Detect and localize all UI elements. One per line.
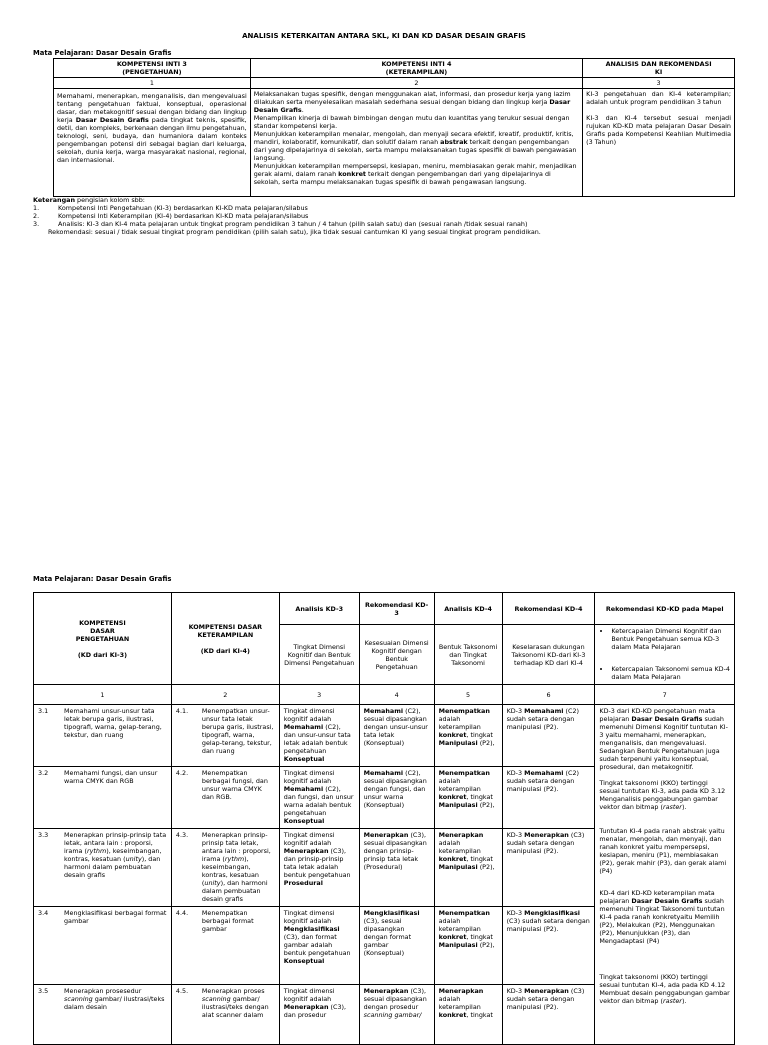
rec3-cell: Memahami (C2), sesuai dipasangkan dengan unsur-unsur tata letak (Konseptual): [359, 705, 434, 767]
kd3-cell: 3.3 Menerapkan prinsip-prinsip tata letak, antara lain : proporsi, irama (rythm), keseimbangan, kontras, kesatuan (unity), dan harmoni dalam pembuatan desain grafis: [34, 829, 172, 907]
rec4-cell: KD-3 Mengklasifikasi (C3) sudah setara dengan manipulasi (P2).: [502, 907, 595, 985]
kd3-cell: 3.1 Memahami unsur-unsur tata letak berupa garis, ilustrasi, tipografi, warna, gelap-terang, tekstur, dan ruang: [34, 705, 172, 767]
header-kd3: KOMPETENSI DASAR PENGETAHUAN (KD dari KI-3): [34, 593, 172, 685]
subheader-rec4: Keselarasan dukungan Taksonomi KD-dari KI-3 terhadap KD dari KI-4: [502, 625, 595, 685]
rec4-cell: KD-3 Menerapkan (C3) sudah setara dengan manipulasi (P2).: [502, 829, 595, 907]
header-rec-map: Rekomendasi KD-KD pada Mapel: [595, 593, 735, 625]
kd4-cell: 4.3. Menerapkan prinsip-prinsip tata letak, antara lain : proporsi, irama (rythm), keseimbangan, kontras, kesatuan (unity), dan harmoni dalam pembuatan desain grafis: [171, 829, 279, 907]
kd3-cell: 3.5 Menerapkan prosesedur scanning gambar/ ilustrasi/teks dalam desain: [34, 985, 172, 1045]
header-kd4: KOMPETENSI DASAR KETERAMPILAN (KD dari KI-4): [171, 593, 279, 685]
an3-cell: Tingkat dimensi kognitif adalah Menerapkan (C3), dan prinsip-prinsip tata letak adalah bentuk pengetahuan Prosedural: [279, 829, 359, 907]
rec4-cell: KD-3 Memahami (C2) sudah setara dengan manipulasi (P2).: [502, 767, 595, 829]
col-number: 7: [595, 685, 735, 705]
ki-table: [53, 58, 735, 197]
kd4-cell: 4.2. Menempatkan berbagai fungsi, dan unsur warna CMYK dan RGB.: [171, 767, 279, 829]
rec3-cell: Menerapkan (C3), sesuai dipasangkan dengan prinsip-prinsip tata letak (Prosedural): [359, 829, 434, 907]
kd4-cell: 4.5. Menerapkan proses scanning gambar/ ilustrasi/teks dengan alat scanner dalam: [171, 985, 279, 1045]
document-title: ANALISIS KETERKAITAN ANTARA SKL, KI DAN KD DASAR DESAIN GRAFIS: [242, 32, 526, 40]
bullet-item: • Ketercapaian Taksonomi semua KD-4 dalam Mata Pelajaran: [611, 665, 730, 681]
rec3-cell: Memahami (C2), sesuai dipasangkan dengan fungsi, dan unsur warna (Konseptual): [359, 767, 434, 829]
notes-label-rest: pengisian kolom sbb:: [75, 196, 145, 204]
col-number: 6: [502, 685, 595, 705]
kd-table-numbers: [34, 685, 735, 705]
ki-recommendation: KI-3 pengetahuan dan KI-4 keterampilan; adalah untuk program pendidikan 3 tahun KI-3 dan KI-4 tersebut sesuai menjadi rujukan KD-KD mata pelajaran Dasar Desain Grafis pada Kompetensi Keahlian Multimedia (3 Tahun): [583, 89, 735, 197]
note-item: 2. Kompetensi Inti Keterampilan (KI-4) berdasarkan KI-KD mata pelajaran/silabus: [33, 212, 309, 220]
ki3-text: Memahami, menerapkan, menganalisis, dan mengevaluasi tentang pengetahuan faktual, konseptual, operasional dasar, dan metakognitif sesuai dengan bidang dan lingkup kerja Dasar Desain Grafis pada tingkat teknis, spesifik, detil, dan kompleks, berkenaan dengan ilmu pengetahuan, teknologi, seni, budaya, dan humaniora dalam konteks pengembangan potensi diri sebagai bagian dari keluarga, sekolah, dunia kerja, warga masyarakat nasional, regional, dan internasional.: [54, 89, 251, 197]
subheader-an4: Bentuk Taksonomi dan Tingkat Taksonomi: [434, 625, 502, 685]
col-number: 2: [250, 78, 582, 89]
ki-table-numbers: [54, 78, 735, 89]
kd3-cell: 3.4 Mengklasifikasi berbagai format gambar: [34, 907, 172, 985]
rec3-cell: Menerapkan (C3), sesuai dipasangkan dengan prosedur scanning gambar/: [359, 985, 434, 1045]
map-recommendation: KD-3 dari KD-KD pengetahuan mata pelajaran Dasar Desain Grafis sudah memenuhi Dimensi Kognitif tuntutan KI-3 yaitu memahami, menerapkan, menganalisis, dan mengevaluasi. Sedangkan Bentuk Pengetahuan juga sudah terpenuhi yaitu konseptual, prosedural, dan metakognitif. Tingkat taksonomi (KKO) tertinggi sesuai tuntutan KI-3, ada pada KD 3.12 Menganalisis penggabungan gambar vektor dan bitmap (raster). Tuntutan KI-4 pada ranah abstrak yaitu menalar, mengolah, dan menyaji, dan ranah konkret yaitu mempersepsi, kesiapan, meniru (P1), membiasakan (P2), gerak mahir (P3), dan gerak alami (P4) KD-4 dari KD-KD keterampilan mata pelajaran Dasar Desain Grafis sudah memenuhi Tingkat Taksonomi tuntutan KI-4 pada ranah konkretyaitu Memilih (P2), Melakukan (P2), Menggunakan (P2), Menunjukkan (P3), dan Mengadaptasi (P4) Tingkat taksonomi (KKO) tertinggi sesuai tuntutan KI-4, ada pada KD 4.12 Membuat desain penggabungan gambar vektor dan bitmap (raster).: [595, 705, 735, 1045]
note-extra: Rekomendasi: sesuai / tidak sesuai tingkat program pendidikan (pilih salah satu), jika tidak sesuai cantumkan KI yang sesuai tingkat program pendidikan.: [48, 228, 541, 236]
col-number: 1: [54, 78, 251, 89]
bullet-item: • Ketercapaian Dimensi Kognitif dan Bentuk Pengetahuan semua KD-3 dalam Mata Pelajaran: [611, 627, 730, 651]
kd3-cell: 3.2 Memahami fungsi, dan unsur warna CMYK dan RGB: [34, 767, 172, 829]
col-number: 3: [279, 685, 359, 705]
an4-cell: Menempatkan adalah keterampilan konkret, tingkat Manipulasi (P2),: [434, 767, 502, 829]
kd-table-header: [34, 593, 735, 625]
kd-table: [33, 592, 735, 1045]
an3-cell: Tingkat dimensi kognitif adalah Memahami (C2), dan fungsi, dan unsur warna adalah bentuk pengetahuan Konseptual: [279, 767, 359, 829]
subheader-map: [595, 625, 735, 685]
header-rec-kd3: Rekomendasi KD-3: [359, 593, 434, 625]
col-number: 4: [359, 685, 434, 705]
notes-label: Keterangan: [33, 196, 76, 204]
an3-cell: Tingkat dimensi kognitif adalah Memahami (C2), dan unsur-unsur tata letak adalah bentuk pengetahuan Konseptual: [279, 705, 359, 767]
subject-label: Mata Pelajaran: Dasar Desain Grafis: [33, 49, 172, 57]
header-analysis: ANALISIS DAN REKOMENDASI KI: [583, 59, 735, 78]
ki-table-row: [54, 89, 735, 197]
an4-cell: Menerapkan adalah keterampilan konkret, tingkat Manipulasi (P2),: [434, 829, 502, 907]
header-rec-kd4: Rekomendasi KD-4: [502, 593, 595, 625]
header-analysis-kd4: Analisis KD-4: [434, 593, 502, 625]
ki4-text: Melaksanakan tugas spesifik, dengan menggunakan alat, informasi, dan prosedur kerja yang lazim dilakukan serta menyelesaikan masalah sederhana sesuai dengan bidang dan lingkup kerja Dasar Desain Grafis. Menampilkan kinerja di bawah bimbingan dengan mutu dan kuantitas yang terukur sesuai dengan standar kompetensi kerja. Menunjukkan keterampilan menalar, mengolah, dan menyaji secara efektif, kreatif, produktif, kritis, mandiri, kolaboratif, komunikatif, dan solutif dalam ranah abstrak terkait dengan pengembangan dari yang dipelajarinya di sekolah, serta mampu melaksanakan tugas spesifik di bawah pengawasan langsung. Menunjukkan keterampilan mempersepsi, kesiapan, meniru, membiasakan gerak mahir, menjadikan gerak alami, dalam ranah konkret terkait dengan pengembangan dari yang dipelajarinya di sekolah, serta mampu melaksanakan tugas spesifik di bawah pengawasan langsung.: [250, 89, 582, 197]
header-analysis-kd3: Analisis KD-3: [279, 593, 359, 625]
subject-label-2: Mata Pelajaran: Dasar Desain Grafis: [33, 575, 172, 583]
an4-cell: Menempatkan adalah keterampilan konkret, tingkat Manipulasi (P2),: [434, 907, 502, 985]
an3-cell: Tingkat dimensi kognitif adalah Menerapkan (C3), dan prosedur: [279, 985, 359, 1045]
col-number: 2: [171, 685, 279, 705]
an4-cell: Menempatkan adalah keterampilan konkret, tingkat Manipulasi (P2),: [434, 705, 502, 767]
ki-table-header: [54, 59, 735, 78]
header-ki3: KOMPETENSI INTI 3 (PENGETAHUAN): [54, 59, 251, 78]
col-number: 3: [583, 78, 735, 89]
subheader-rec3: Kesesuaian Dimensi Kognitif dengan Bentuk Pengetahuan: [359, 625, 434, 685]
note-item: 3. Analisis: KI-3 dan KI-4 mata pelajaran untuk tingkat program pendidikan 3 tahun / 4 tahun (pilih salah satu) dan (sesuai ranah /tidak sesuai ranah): [33, 220, 528, 228]
col-number: 1: [34, 685, 172, 705]
rec4-cell: KD-3 Memahami (C2) sudah setara dengan manipulasi (P2).: [502, 705, 595, 767]
kd4-cell: 4.4. Menempatkan berbagai format gambar: [171, 907, 279, 985]
col-number: 5: [434, 685, 502, 705]
an3-cell: Tingkat dimensi kognitif adalah Mengklasifikasi (C3), dan format gambar adalah bentuk pengetahuan Konseptual: [279, 907, 359, 985]
subheader-an3: Tingkat Dimensi Kognitif dan Bentuk Dimensi Pengetahuan: [279, 625, 359, 685]
an4-cell: Menerapkan adalah keterampilan konkret, tingkat: [434, 985, 502, 1045]
table-row: [34, 705, 735, 767]
header-ki4: KOMPETENSI INTI 4 (KETERAMPILAN): [250, 59, 582, 78]
note-item: 1. Kompetensi Inti Pengetahuan (KI-3) berdasarkan KI-KD mata pelajaran/silabus: [33, 204, 308, 212]
notes: [33, 196, 541, 236]
kd4-cell: 4.1. Menempatkan unsur-unsur tata letak berupa garis, ilustrasi, tipografi, warna, gelap-terang, tekstur, dan ruang: [171, 705, 279, 767]
rec4-cell: KD-3 Menerapkan (C3) sudah setara dengan manipulasi (P2).: [502, 985, 595, 1045]
rec3-cell: Mengklasifikasi (C3), sesuai dipasangkan dengan format gambar (Konseptual): [359, 907, 434, 985]
